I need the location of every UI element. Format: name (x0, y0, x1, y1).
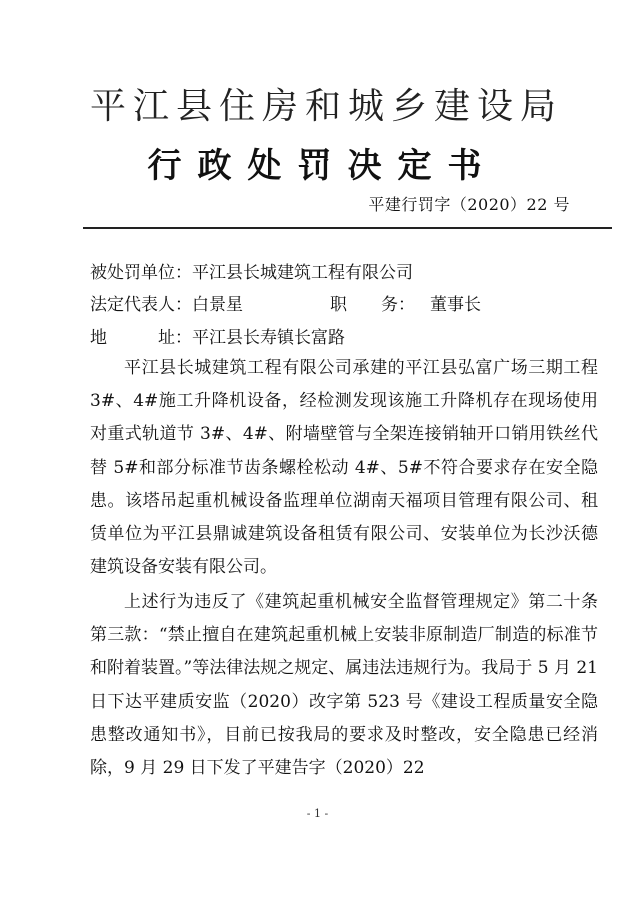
address-value: 平江县长寿镇长富路 (192, 328, 345, 348)
address-field (90, 323, 345, 348)
address-label: 地 址： (90, 328, 192, 348)
position-field (330, 290, 481, 315)
page-number: - 1 - (306, 807, 329, 820)
body-paragraph-facts: 平江县长城建筑工程有限公司承建的平江县弘富广场三期工程 3#、4#施工升降机设备，经检测发现该施工升降机存在现场使用对重式轨道节 3#、4#、附墙壁管与全架连接销轴开口销用铁丝代替 5#和部分标准节齿条螺栓松动 4#、5#不符合要求存在安全隐患。该塔吊起重机械设备监理单位湖南天福项目管理有限公司、租赁单位为平江县鼎诚建筑设备租赁有限公司、安装单位为长沙沃德建筑设备安装有限公司。 (90, 358, 598, 578)
legal-representative-field (90, 290, 243, 315)
penalized-unit-value: 平江县长城建筑工程有限公司 (192, 263, 413, 283)
issuing-agency-name: 平江县住房和城乡建设局 (89, 86, 563, 127)
legal-representative-label: 法定代表人： (90, 295, 192, 315)
document-number: 平建行罚字（2020）22 号 (368, 195, 570, 214)
position-label: 职 务： (330, 295, 415, 315)
document-title: 行政处罚决定书 (147, 146, 498, 186)
penalized-unit-label: 被处罚单位： (90, 263, 192, 283)
body-paragraph-violation: 上述行为违反了《建筑起重机械安全监督管理规定》第二十条第三款：“禁止擅自在建筑起重机械上安装非原制造厂制造的标准节和附着装置。”等法律法规之规定、属违法违规行为。我局于 5 月 21 日下达平建质安监（2020）改字第 523 号《建设工程质量安全隐患整改通知书》，目前已按我局的要求及时整改，安全隐患已经消除，9 月 29 日下发了平建告字（2020）22 (90, 592, 598, 779)
penalized-unit-field (90, 258, 413, 283)
legal-representative-value: 白景星 (192, 295, 243, 315)
header-divider (83, 227, 612, 229)
position-value: 董事长 (430, 295, 481, 315)
